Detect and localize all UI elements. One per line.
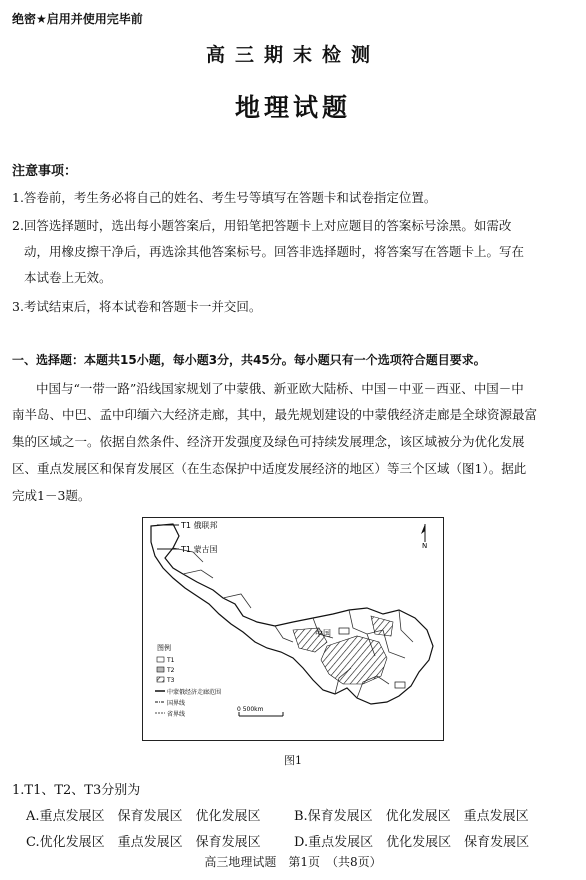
option-d: D.重点发展区 优化发展区 保育发展区 xyxy=(294,835,530,850)
country-label: 中国 xyxy=(315,629,331,638)
svg-text:T2: T2 xyxy=(167,667,175,674)
option-a: A.重点发展区 保育发展区 优化发展区 xyxy=(26,809,261,824)
exam-subject: 地理试题 xyxy=(234,93,351,122)
notice-item: 本试卷上无效。 xyxy=(24,270,112,285)
map-label: T1 俄联邦 xyxy=(181,521,218,530)
notice-item: 动，用橡皮擦干净后，再选涂其他答案标号。回答非选择题时，将答案写在答题卡上。写在 xyxy=(24,244,525,259)
page-footer: 高三地理试题 第1页 （共8页） xyxy=(204,855,382,869)
exam-title: 高三期末检测 xyxy=(205,44,380,66)
svg-text:T3: T3 xyxy=(167,677,175,684)
svg-text:图例: 图例 xyxy=(157,644,171,652)
svg-text:省界线: 省界线 xyxy=(167,711,186,718)
notice-item: 2.回答选择题时，选出每小题答案后，用铅笔把答题卡上对应题目的答案标号涂黑。如需改 xyxy=(12,218,512,233)
map-legend xyxy=(155,643,221,718)
north-arrow-icon xyxy=(421,524,427,550)
notice-heading: 注意事项： xyxy=(12,164,78,179)
figure-caption: 图1 xyxy=(284,754,302,767)
svg-text:中蒙俄经济走廊范围: 中蒙俄经济走廊范围 xyxy=(167,689,222,696)
section-heading: 一、选择题：本题共15小题，每小题3分，共45分。每小题只有一个选项符合题目要求。 xyxy=(12,353,486,367)
t3-zone xyxy=(371,616,393,636)
passage-line: 南半岛、中巴、孟中印缅六大经济走廊，其中，最先规划建设的中蒙俄经济走廊是全球资源最富 xyxy=(12,407,538,422)
svg-text:T1: T1 xyxy=(167,657,175,664)
region-map xyxy=(142,517,444,741)
question-stem: 1.T1、T2、T3分别为 xyxy=(12,783,141,798)
scale-bar xyxy=(237,706,283,716)
passage-line: 区、重点发展区和保育发展区（在生态保护中适度发展经济的地区）等三个区域（图1）。据此 xyxy=(12,461,527,476)
notice-item: 1.答卷前，考生务必将自己的姓名、考生号等填写在答题卡和试卷指定位置。 xyxy=(12,190,437,205)
option-b: B.保育发展区 优化发展区 重点发展区 xyxy=(294,809,529,824)
confidential-label: 绝密★启用并使用完毕前 xyxy=(12,12,143,26)
svg-text:国界线: 国界线 xyxy=(167,700,186,707)
map-label: T1 蒙古国 xyxy=(181,545,218,554)
svg-text:0 500km: 0 500km xyxy=(237,706,264,713)
svg-text:N: N xyxy=(422,542,428,550)
passage-line: 集的区域之一。依据自然条件、经济开发强度及绿色可持续发展理念，该区域被分为优化发展 xyxy=(12,434,525,449)
passage-line: 中国与“一带一路”沿线国家规划了中蒙俄、新亚欧大陆桥、中国－中亚－西亚、中国－中 xyxy=(36,381,524,396)
notice-item: 3.考试结束后，将本试卷和答题卡一并交回。 xyxy=(12,299,262,314)
option-c: C.优化发展区 重点发展区 保育发展区 xyxy=(26,835,261,850)
t3-zone xyxy=(321,636,387,684)
passage-line: 完成1－3题。 xyxy=(12,488,91,503)
